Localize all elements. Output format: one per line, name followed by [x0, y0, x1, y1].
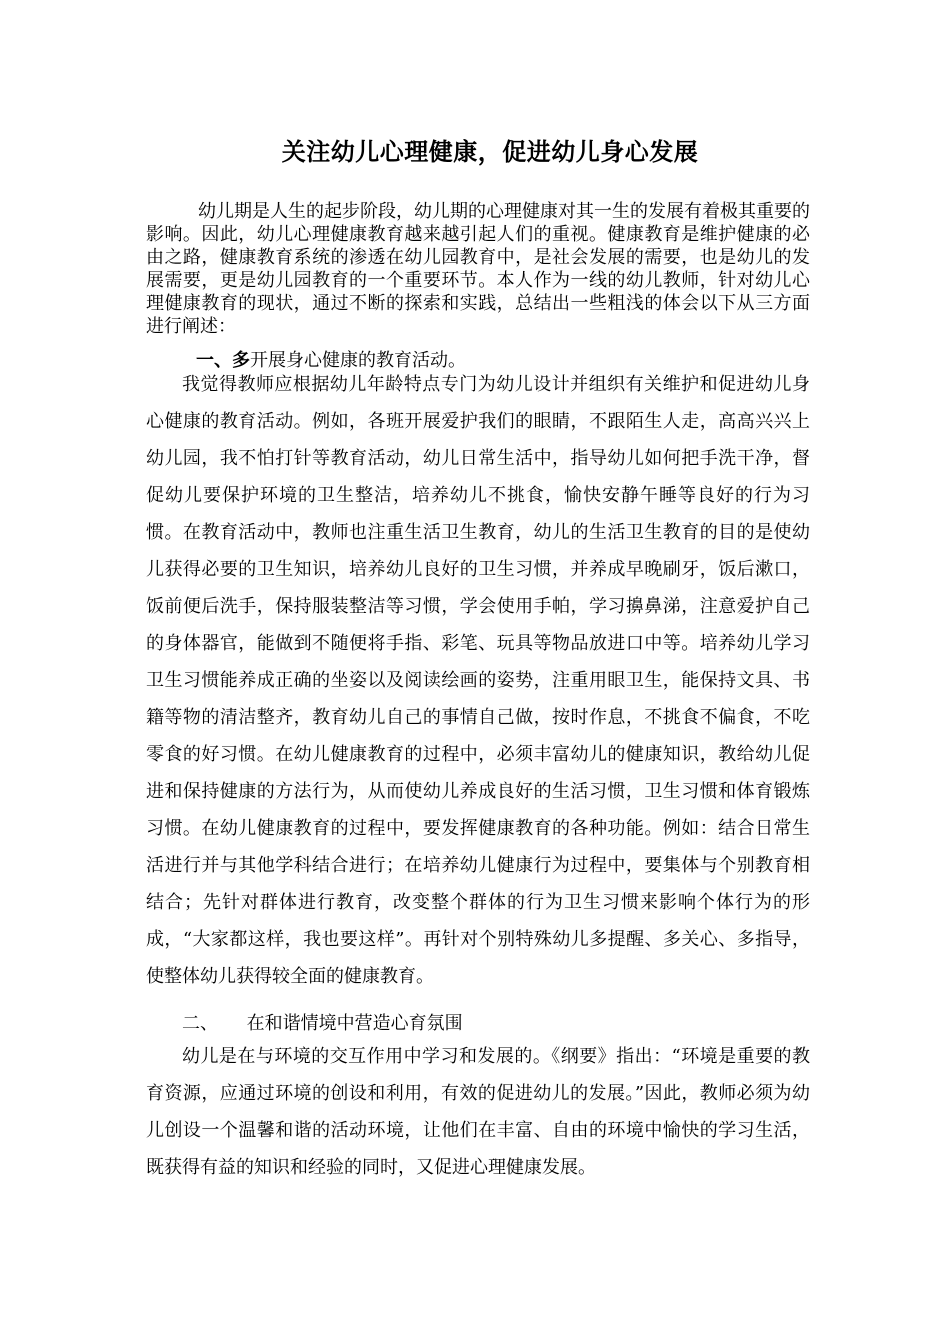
section1-body: 我觉得教师应根据幼儿年龄特点专门为幼儿设计并组织有关维护和促进幼儿身心健康的教育活动。例如，各班开展爱护我们的眼睛，不跟陌生人走，高高兴兴上幼儿园，我不怕打针等教育活动，幼儿日常生活中，指导幼儿如何把手洗干净，督促幼儿要保护环境的卫生整洁，培养幼儿不挑食，愉快安静午睡等良好的行为习惯。在教育活动中，教师也注重生活卫生教育，幼儿的生活卫生教育的目的是使幼儿获得必要的卫生知识，培养幼儿良好的卫生习惯，并养成早晚刷牙，饭后漱口，饭前便后洗手，保持服装整洁等习惯，学会使用手帕，学习擤鼻涕，注意爱护自己的身体器官，能做到不随便将手指、彩笔、玩具等物品放进口中等。培养幼儿学习卫生习惯能养成正确的坐姿以及阅读绘画的姿势，注重用眼卫生，能保持文具、书籍等物的清洁整齐，教育幼儿自己的事情自己做，按时作息，不挑食不偏食，不吃零食的好习惯。在幼儿健康教育的过程中，必须丰富幼儿的健康知识，教给幼儿促进和保持健康的方法行为，从而使幼儿养成良好的生活习惯，卫生习惯和体育锻炼习惯。在幼儿健康教育的过程中，要发挥健康教育的各种功能。例如：结合日常生活进行并与其他学科结合进行；在培养幼儿健康行为过程中，要集体与个别教育相结合；先针对群体进行教育，改变整个群体的行为卫生习惯来影响个体行为的形成，“大家都这样，我也要这样”。再针对个别特殊幼儿多提醒、多关心、多指导，使整体幼儿获得较全面的健康教育。: [146, 374, 810, 987]
document-title: 关注幼儿心理健康，促进幼儿身心发展: [281, 138, 699, 166]
section2-heading-number: 二、: [182, 1013, 218, 1034]
section2-heading-text: 在和谐情境中营造心育氛围: [246, 1013, 463, 1034]
intro-paragraph: 幼儿期是人生的起步阶段，幼儿期的心理健康对其一生的发展有着极其重要的影响。因此，幼儿心理健康教育越来越引起人们的重视。健康教育是维护健康的必由之路，健康教育系统的渗透在幼儿园教育中，是社会发展的需要，也是幼儿的发展需要，更是幼儿园教育的一个重要环节。本人作为一线的幼儿教师，针对幼儿心理健康教育的现状，通过不断的探索和实践，总结出一些粗浅的体会以下从三方面进行阐述：: [146, 201, 810, 337]
section2-heading: [182, 1005, 463, 1042]
section2-body: 幼儿是在与环境的交互作用中学习和发展的。《纲要》指出：“环境是重要的教育资源，应通过环境的创设和利用，有效的促进幼儿的发展。”因此，教师必须为幼儿创设一个温馨和谐的活动环境，让他们在丰富、自由的环境中愉快的学习生活，既获得有益的知识和经验的同时，又促进心理健康发展。: [146, 1046, 810, 1178]
section1-heading-prefix: 一、多: [196, 350, 250, 371]
section1-heading-text: 开展身心健康的教育活动。: [250, 350, 466, 371]
